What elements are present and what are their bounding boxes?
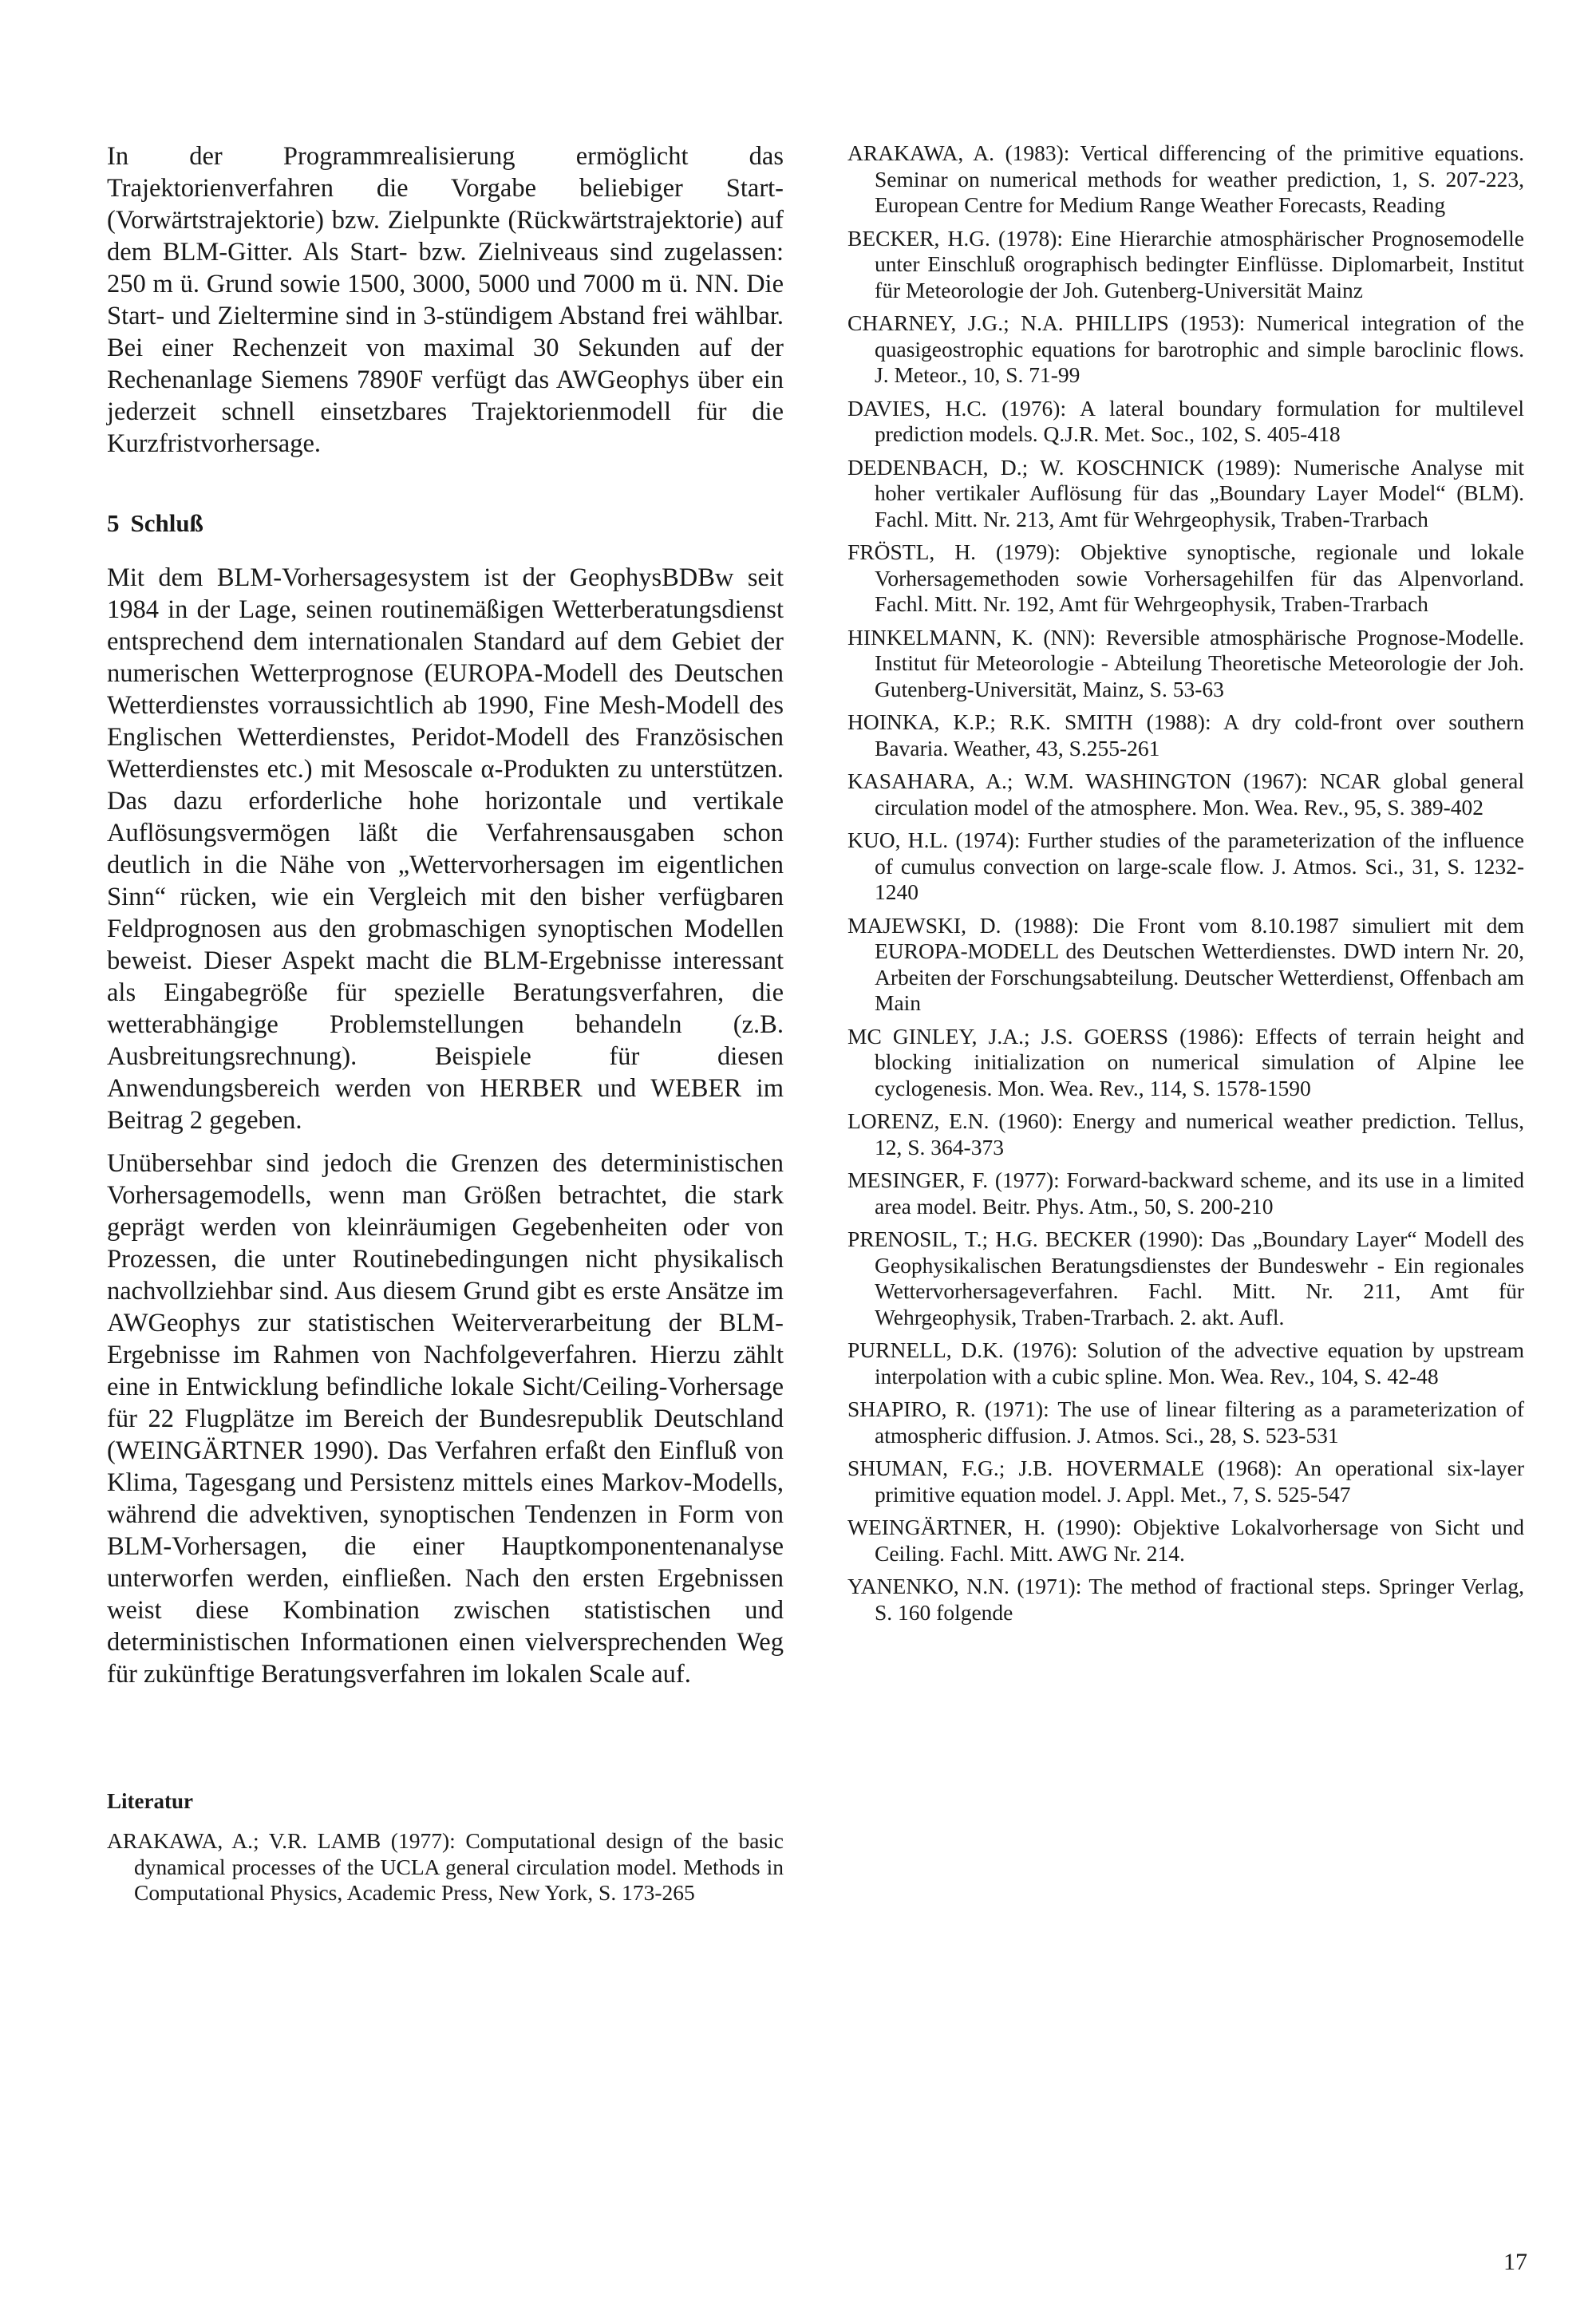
page-number: 17 xyxy=(1503,2249,1527,2275)
section-heading xyxy=(107,509,784,538)
reference-item: PURNELL, D.K. (1976): Solution of the advective equation by upstream interpolation with a cubic spline. Mon. Wea. Rev., 104, S. 42-48 xyxy=(847,1337,1524,1389)
conclusion-paragraph-1: Mit dem BLM-Vorhersagesystem ist der GeophysBDBw seit 1984 in der Lage, seinen routinemäßigen Wetterberatungsdienst entsprechend dem internationalen Standard auf dem Gebiet der numerischen Wetterprognose (EUROPA-Modell des Deutschen Wetterdienstes vorraussichtlich ab 1990, Fine Mesh-Modell des Englischen Wetterdienstes, Peridot-Modell des Französischen Wetterdienstes etc.) mit Mesoscale α-Produkten zu unterstützen. Das dazu erforderliche hohe horizontale und vertikale Auflösungsvermögen läßt die Verfahrensausgaben schon deutlich in die Nähe von „Wettervorhersagen im eigentlichen Sinn“ rücken, wie ein Vergleich mit den bisher verfügbaren Feldprognosen aus den grobmaschigen synoptischen Modellen beweist. Dieser Aspekt macht die BLM-Ergebnisse interessant als Eingabegröße für spezielle Beratungsverfahren, die wetterabhängige Problemstellungen behandeln (z.B. Ausbreitungsrechnung). Beispiele für diesen Anwendungsbereich werden von HERBER und WEBER im Beitrag 2 gegeben. xyxy=(107,563,784,1135)
reference-item: SHAPIRO, R. (1971): The use of linear filtering as a parameterization of atmospheric diffusion. J. Atmos. Sci., 28, S. 523-531 xyxy=(847,1397,1524,1448)
reference-item: WEINGÄRTNER, H. (1990): Objektive Lokalvorhersage von Sicht und Ceiling. Fachl. Mitt. AWG Nr. 214. xyxy=(847,1515,1524,1566)
reference-item: CHARNEY, J.G.; N.A. PHILLIPS (1953): Numerical integration of the quasigeostrophic equations for barotrophic and simple baroclinic flows. J. Meteor., 10, S. 71-99 xyxy=(847,310,1524,387)
reference-item: KUO, H.L. (1974): Further studies of the parameterization of the influence of cumulus convection on large-scale flow. J. Atmos. Sci., 31, S. 1232-1240 xyxy=(847,828,1524,904)
reference-item: MESINGER, F. (1977): Forward-backward scheme, and its use in a limited area model. Beitr. Phys. Atm., 50, S. 200-210 xyxy=(847,1167,1524,1219)
reference-item: HINKELMANN, K. (NN): Reversible atmosphärische Prognose-Modelle. Institut für Meteorologie - Abteilung Theoretische Meteorologie der Joh. Gutenberg-Universität, Mainz, S. 53-63 xyxy=(847,624,1524,701)
reference-item: MC GINLEY, J.A.; J.S. GOERSS (1986): Effects of terrain height and blocking initialization on numerical simulation of Alpine lee cyclogenesis. Mon. Wea. Rev., 114, S. 1578-1590 xyxy=(847,1023,1524,1100)
left-column xyxy=(107,140,784,1906)
reference-item: PRENOSIL, T.; H.G. BECKER (1990): Das „Boundary Layer“ Modell des Geophysikalischen Beratungsdienstes der Bundeswehr - Ein regionales Wettervorhersageverfahren. Fachl. Mitt. Nr. 211, Amt für Wehrgeophysik, Traben-Trarbach. 2. akt. Aufl. xyxy=(847,1227,1524,1329)
reference-item: DAVIES, H.C. (1976): A lateral boundary formulation for multilevel prediction models. Q.J.R. Met. Soc., 102, S. 405-418 xyxy=(847,395,1524,446)
right-column xyxy=(847,140,1524,1626)
reference-item: BECKER, H.G. (1978): Eine Hierarchie atmosphärischer Prognosemodelle unter Einschluß orographisch bedingter Einflüsse. Diplomarbeit, Institut für Meteorologie der Joh. Gutenberg-Universität Mainz xyxy=(847,225,1524,302)
reference-item: ARAKAWA, A. (1983): Vertical differencing of the primitive equations. Seminar on numerical methods for weather prediction, 1, S. 207-223, European Centre for Medium Range Weather Forecasts, Reading xyxy=(847,140,1524,217)
literature-heading: Literatur xyxy=(107,1789,193,1813)
reference-item: MAJEWSKI, D. (1988): Die Front vom 8.10.1987 simuliert mit dem EUROPA-MODELL des Deutschen Wetterdienstes. DWD intern Nr. 20, Arbeiten der Forschungsabteilung. Deutscher Wetterdienst, Offenbach am Main xyxy=(847,912,1524,1015)
reference-item: LORENZ, E.N. (1960): Energy and numerical weather prediction. Tellus, 12, S. 364-373 xyxy=(847,1108,1524,1159)
reference-item: ARAKAWA, A.; V.R. LAMB (1977): Computational design of the basic dynamical processes of the UCLA general circulation model. Methods in Computational Physics, Academic Press, New York, S. 173-265 xyxy=(107,1828,784,1905)
reference-item: SHUMAN, F.G.; J.B. HOVERMALE (1968): An operational six-layer primitive equation model. J. Appl. Met., 7, S. 525-547 xyxy=(847,1456,1524,1507)
reference-item: DEDENBACH, D.; W. KOSCHNICK (1989): Numerische Analyse mit hoher vertikaler Auflösung für das „Boundary Layer Model“ (BLM). Fachl. Mitt. Nr. 213, Amt für Wehrgeophysik, Traben-Trarbach xyxy=(847,454,1524,531)
conclusion-paragraph-2: Unübersehbar sind jedoch die Grenzen des deterministischen Vorhersagemodells, wenn man Größen betrachtet, die stark geprägt werden von kleinräumigen Gegebenheiten oder von Prozessen, die unter Routinebedingungen nicht physikalisch nachvollziehbar sind. Aus diesem Grund gibt es erste Ansätze im AWGeophys zur statistischen Weiterverarbeitung der BLM-Ergebnisse im Rahmen von Nachfolgeverfahren. Hierzu zählt eine in Entwicklung befindliche lokale Sicht/Ceiling-Vorhersage für 22 Flugplätze im Bereich der Bundesrepublik Deutschland (WEINGÄRTNER 1990). Das Verfahren erfaßt den Einfluß von Klima, Tagesgang und Persistenz mittels eines Markov-Modells, während die advektiven, synoptischen Tendenzen in Form von BLM-Vorhersagen, die einer Hauptkomponentenanalyse unterworfen werden, einfließen. Nach den ersten Ergebnissen weist diese Kombination zwischen statistischen und deterministischen Informationen einen vielversprechenden Weg für zukünftige Beratungsverfahren im lokalen Scale auf. xyxy=(107,1149,784,1689)
reference-item: YANENKO, N.N. (1971): The method of fractional steps. Springer Verlag, S. 160 folgende xyxy=(847,1574,1524,1625)
intro-paragraph: In der Programmrealisierung ermöglicht das Trajektorienverfahren die Vorgabe beliebiger Start- (Vorwärtstrajektorie) bzw. Zielpunkte (Rückwärtstrajektorie) auf dem BLM-Gitter. Als Start- bzw. Zielniveaus sind zugelassen: 250 m ü. Grund sowie 1500, 3000, 5000 und 7000 m ü. NN. Die Start- und Zieltermine sind in 3-stündigem Abstand frei wählbar. Bei einer Rechenzeit von maximal 30 Sekunden auf der Rechenanlage Siemens 7890F verfügt das AWGeophys über ein jederzeit schnell einsetzbares Trajektorienmodell für die Kurzfristvorhersage. xyxy=(107,142,784,458)
reference-item: KASAHARA, A.; W.M. WASHINGTON (1967): NCAR global general circulation model of the atmosphere. Mon. Wea. Rev., 95, S. 389-402 xyxy=(847,768,1524,820)
section-number: 5 xyxy=(107,509,120,537)
reference-item: FRÖSTL, H. (1979): Objektive synoptische, regionale und lokale Vorhersagemethoden sowie Vorhersagehilfen für das Alpenvorland. Fachl. Mitt. Nr. 192, Amt für Wehrgeophysik, Traben-Trarbach xyxy=(847,539,1524,616)
reference-item: HOINKA, K.P.; R.K. SMITH (1988): A dry cold-front over southern Bavaria. Weather, 43, S.255-261 xyxy=(847,709,1524,760)
section-title: Schluß xyxy=(130,509,203,537)
